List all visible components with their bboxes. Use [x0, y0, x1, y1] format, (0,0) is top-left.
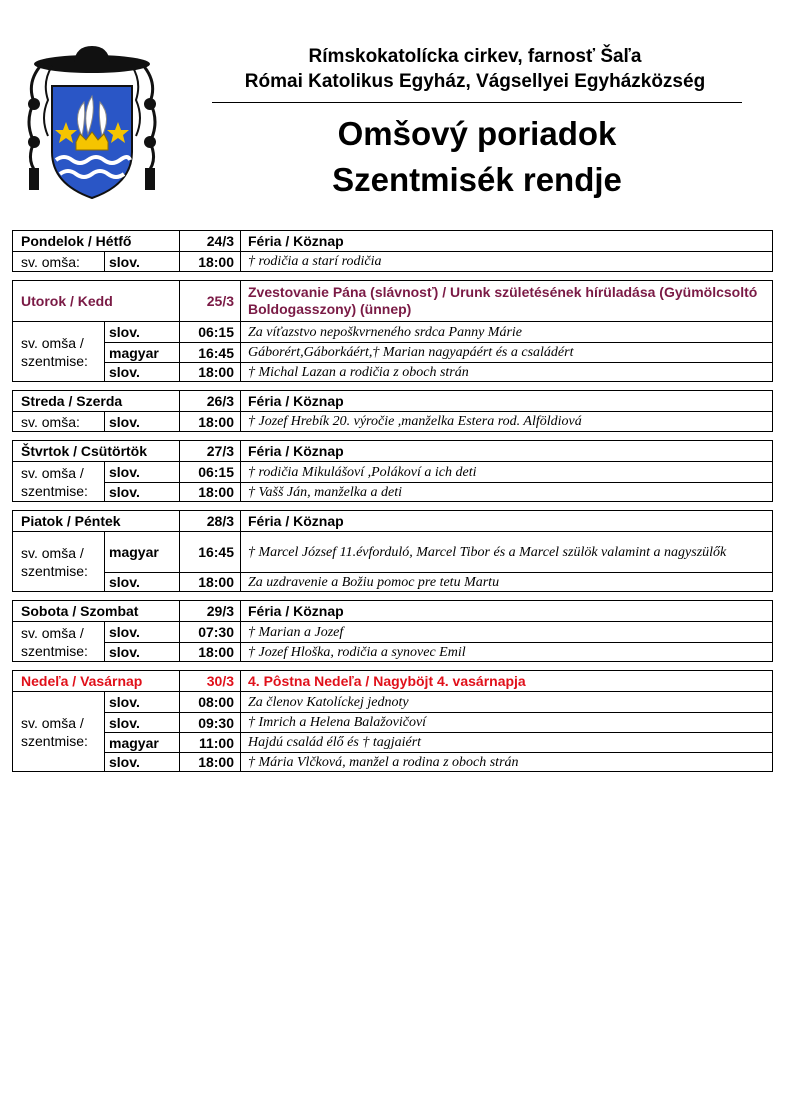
mass-label: sv. omša / szentmise: — [13, 322, 105, 381]
mass-language: slov. — [105, 412, 180, 431]
mass-intention: † Marian a Jozef — [248, 624, 344, 640]
day-name: Pondelok / Hétfő — [13, 231, 180, 251]
day-block — [12, 670, 773, 772]
day-feast: Zvestovanie Pána (slávnosť) / Urunk születésének hírüladása (Gyümölcsoltó Boldogasszony) (ünnep) — [248, 284, 758, 317]
mass-row — [105, 712, 772, 732]
mass-row — [105, 642, 772, 661]
mass-row — [105, 622, 772, 642]
mass-time: 07:30 — [180, 622, 241, 642]
mass-time: 18:00 — [180, 643, 241, 661]
mass-time: 18:00 — [180, 573, 241, 591]
mass-intention: † Marcel József 11.évforduló, Marcel Tibor és a Marcel szülök valamint a nagyszülők — [248, 544, 727, 560]
mass-intention: † rodičia a starí rodičia — [248, 254, 382, 269]
mass-intention: † Jozef Hloška, rodičia a synovec Emil — [248, 644, 466, 660]
day-name: Sobota / Szombat — [13, 601, 180, 621]
day-name: Streda / Szerda — [13, 391, 180, 411]
day-feast: Féria / Köznap — [248, 512, 344, 529]
mass-language: slov. — [105, 483, 180, 501]
mass-label: sv. omša: — [13, 252, 105, 271]
mass-intention: † Vašš Ján, manželka a deti — [248, 484, 402, 500]
mass-intention: † Imrich a Helena Balažovičoví — [248, 715, 427, 730]
mass-intention: Hajdú család élő és † tagjaiért — [248, 735, 422, 750]
day-block — [12, 440, 773, 502]
day-date: 25/3 — [180, 281, 241, 321]
day-name: Utorok / Kedd — [13, 281, 180, 321]
mass-time: 06:15 — [180, 462, 241, 482]
mass-language: magyar — [105, 733, 180, 752]
day-name: Piatok / Péntek — [13, 511, 180, 531]
mass-intention: Za uzdravenie a Božiu pomoc pre tetu Martu — [248, 574, 500, 590]
mass-time: 18:00 — [180, 412, 241, 431]
mass-time: 09:30 — [180, 713, 241, 732]
day-date: 27/3 — [180, 441, 241, 461]
mass-time: 18:00 — [180, 252, 241, 271]
mass-intention: † rodičia Mikulášoví ,Polákoví a ich deti — [248, 464, 477, 480]
day-block — [12, 390, 773, 432]
mass-intention: † Jozef Hrebík 20. výročie ,manželka Estera rod. Alföldiová — [248, 414, 582, 429]
day-feast: Féria / Köznap — [248, 442, 344, 459]
day-feast: 4. Pôstna Nedeľa / Nagyböjt 4. vasárnapja — [248, 672, 526, 689]
mass-time: 08:00 — [180, 692, 241, 712]
day-date: 29/3 — [180, 601, 241, 621]
parish-coat-of-arms — [12, 42, 172, 202]
mass-language: slov. — [105, 573, 180, 591]
mass-language: slov. — [105, 692, 180, 712]
mass-intention: Gáborért,Gáborkáért,† Marian nagyapáért és a családért — [248, 345, 574, 360]
day-block — [12, 510, 773, 592]
day-date: 30/3 — [180, 671, 241, 691]
mass-intention: Za víťazstvo nepoškvrneného srdca Panny Márie — [248, 324, 523, 340]
day-feast: Féria / Köznap — [248, 392, 344, 409]
mass-time: 06:15 — [180, 322, 241, 342]
mass-language: magyar — [105, 532, 180, 572]
mass-row — [105, 252, 772, 271]
mass-language: slov. — [105, 713, 180, 732]
mass-time: 18:00 — [180, 483, 241, 501]
day-feast: Féria / Köznap — [248, 602, 344, 619]
mass-row — [105, 362, 772, 381]
mass-row — [105, 412, 772, 431]
mass-language: slov. — [105, 322, 180, 342]
page-title-hu: Szentmisék rendje — [332, 161, 622, 198]
page-title-sk: Omšový poriadok — [337, 115, 617, 152]
mass-intention: † Michal Lazan a rodičia z oboch strán — [248, 364, 469, 380]
day-date: 26/3 — [180, 391, 241, 411]
parish-name-hu: Római Katolikus Egyház, Vágsellyei Egyházközség — [244, 71, 706, 92]
mass-row — [105, 462, 772, 482]
mass-label: sv. omša / szentmise: — [13, 532, 105, 591]
day-block — [12, 600, 773, 662]
mass-intention: Za členov Katolíckej jednoty — [248, 694, 409, 710]
mass-time: 18:00 — [180, 363, 241, 381]
parish-name-sk: Rímskokatolícka cirkev, farnosť Šaľa — [308, 46, 642, 67]
mass-row — [105, 572, 772, 591]
mass-time: 11:00 — [180, 733, 241, 752]
mass-language: slov. — [105, 252, 180, 271]
mass-row — [105, 322, 772, 342]
mass-row — [105, 482, 772, 501]
mass-row — [105, 532, 772, 572]
mass-label: sv. omša / szentmise: — [13, 692, 105, 771]
mass-row — [105, 752, 772, 771]
mass-row — [105, 342, 772, 362]
mass-language: slov. — [105, 462, 180, 482]
mass-label: sv. omša / szentmise: — [13, 622, 105, 661]
mass-language: slov. — [105, 622, 180, 642]
day-block — [12, 230, 773, 272]
mass-language: slov. — [105, 363, 180, 381]
mass-label: sv. omša: — [13, 412, 105, 431]
mass-language: magyar — [105, 343, 180, 362]
mass-row — [105, 732, 772, 752]
mass-time: 16:45 — [180, 532, 241, 572]
mass-language: slov. — [105, 753, 180, 771]
mass-intention: † Mária Vlčková, manžel a rodina z oboch strán — [248, 754, 519, 770]
mass-time: 16:45 — [180, 343, 241, 362]
day-name: Štvrtok / Csütörtök — [13, 441, 180, 461]
mass-row — [105, 692, 772, 712]
day-block — [12, 280, 773, 382]
day-date: 28/3 — [180, 511, 241, 531]
header-divider — [212, 102, 742, 103]
mass-language: slov. — [105, 643, 180, 661]
day-date: 24/3 — [180, 231, 241, 251]
day-feast: Féria / Köznap — [248, 232, 344, 249]
mass-time: 18:00 — [180, 753, 241, 771]
day-name: Nedeľa / Vasárnap — [13, 671, 180, 691]
mass-label: sv. omša / szentmise: — [13, 462, 105, 501]
